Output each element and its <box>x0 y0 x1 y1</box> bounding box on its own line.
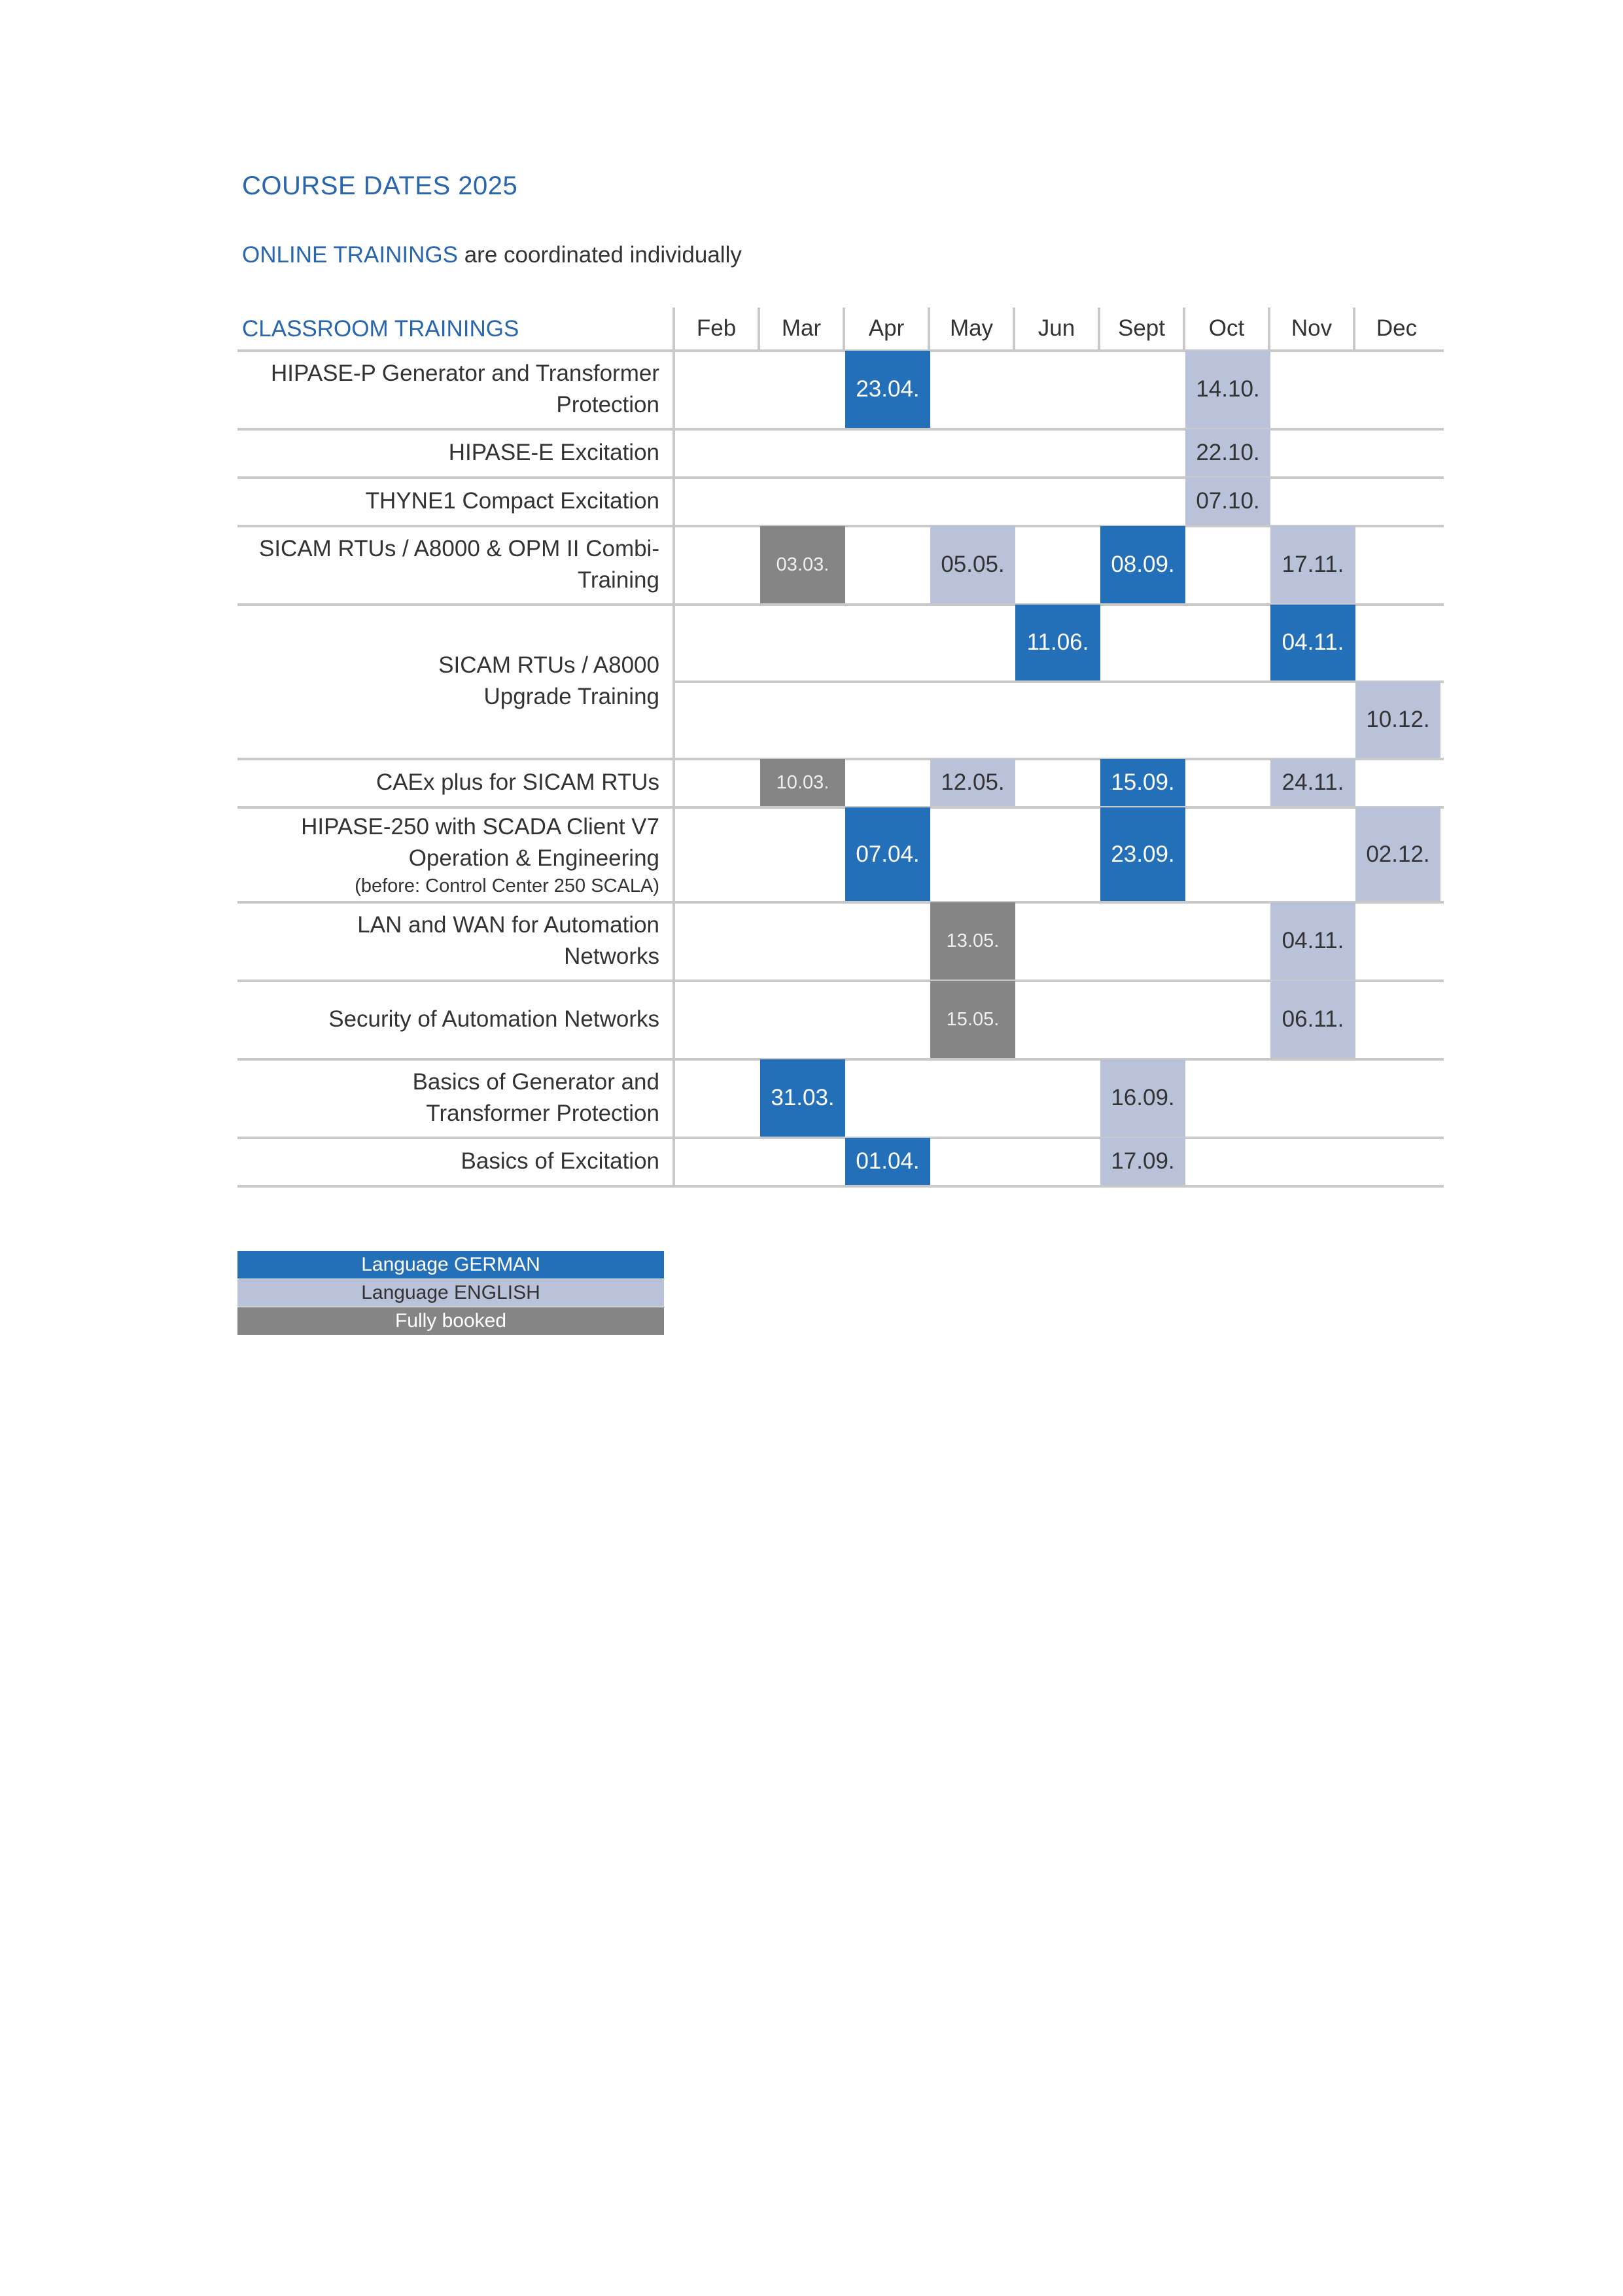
classroom-trainings-heading: CLASSROOM TRAININGS <box>242 316 519 342</box>
course-label-hipase-250 <box>237 807 659 901</box>
course-name: THYNE1 Compact Excitation <box>365 488 659 514</box>
course-label-sicam-combi <box>237 526 659 603</box>
month-header-oct: Oct <box>1183 308 1268 349</box>
course-date-cell: 14.10. <box>1185 351 1270 428</box>
legend-german-label: Language GERMAN <box>361 1254 540 1275</box>
course-name: HIPASE-250 with SCADA Client V7 Operation & Engineering <box>301 813 659 871</box>
course-label-sicam-upgrade <box>237 605 659 758</box>
course-name: LAN and WAN for Automation Networks <box>357 912 659 969</box>
legend-booked-label: Fully booked <box>394 1310 507 1332</box>
course-date-cell: 23.09. <box>1100 807 1185 901</box>
row-divider <box>672 680 1444 683</box>
course-date-cell: 11.06. <box>1015 605 1100 680</box>
month-header-nov: Nov <box>1268 308 1353 349</box>
course-date-cell: 17.11. <box>1270 526 1355 603</box>
course-name: SICAM RTUs / A8000 & OPM II Combi-Training <box>258 536 659 593</box>
course-date-cell: 10.03. <box>760 759 845 806</box>
course-date-cell: 15.09. <box>1100 759 1185 806</box>
course-date-cell: 15.05. <box>930 981 1015 1058</box>
course-date-cell: 03.03. <box>760 526 845 603</box>
course-date-cell: 07.10. <box>1185 478 1270 525</box>
course-date-cell: 22.10. <box>1185 429 1270 476</box>
month-header-may: May <box>928 308 1013 349</box>
month-header-feb: Feb <box>672 308 758 349</box>
course-date-cell: 10.12. <box>1355 682 1440 758</box>
label-column-divider <box>672 349 675 1188</box>
course-name: Security of Automation Networks <box>328 1006 659 1032</box>
course-label-hipase-e <box>237 429 659 476</box>
course-label-basics-protection <box>237 1059 659 1137</box>
legend-german <box>237 1251 664 1279</box>
course-date-cell: 13.05. <box>930 902 1015 980</box>
course-name: HIPASE-E Excitation <box>448 440 659 465</box>
course-date-cell: 08.09. <box>1100 526 1185 603</box>
course-name: CAEx plus for SICAM RTUs <box>375 769 659 795</box>
course-label-lan-wan <box>237 902 659 980</box>
course-label-caex <box>237 759 659 806</box>
course-date-cell: 31.03. <box>760 1059 845 1137</box>
course-date-cell: 12.05. <box>930 759 1015 806</box>
legend-english-label: Language ENGLISH <box>361 1282 540 1303</box>
course-note: (before: Control Center 250 SCALA) <box>355 875 659 896</box>
month-header-apr: Apr <box>843 308 928 349</box>
course-date-cell: 05.05. <box>930 526 1015 603</box>
month-header-mar: Mar <box>758 308 843 349</box>
course-date-cell: 01.04. <box>845 1138 930 1185</box>
legend-english <box>237 1279 664 1307</box>
month-header-jun: Jun <box>1013 308 1098 349</box>
online-trainings-text: are coordinated individually <box>457 242 742 268</box>
course-date-cell: 16.09. <box>1100 1059 1185 1137</box>
course-date-cell: 06.11. <box>1270 981 1355 1058</box>
month-header-dec: Dec <box>1353 308 1438 349</box>
row-divider <box>237 603 1444 606</box>
course-label-basics-excitation <box>237 1138 659 1185</box>
course-date-cell: 07.04. <box>845 807 930 901</box>
course-date-cell: 04.11. <box>1270 902 1355 980</box>
month-header-sept: Sept <box>1098 308 1183 349</box>
online-trainings-note <box>242 242 742 268</box>
course-date-cell: 04.11. <box>1270 605 1355 680</box>
course-name: HIPASE-P Generator and Transformer Protection <box>271 361 659 417</box>
course-date-cell: 17.09. <box>1100 1138 1185 1185</box>
course-date-cell: 23.04. <box>845 351 930 428</box>
course-name: Basics of Excitation <box>461 1148 659 1174</box>
course-label-thyne1 <box>237 478 659 525</box>
row-divider <box>237 1185 1444 1188</box>
row-divider <box>237 901 1444 904</box>
course-name: Basics of Generator and Transformer Protection <box>412 1069 659 1126</box>
page-title: COURSE DATES 2025 <box>242 171 518 200</box>
online-trainings-label: ONLINE TRAININGS <box>242 242 458 268</box>
legend-booked <box>237 1307 664 1335</box>
course-label-hipase-p <box>237 351 659 428</box>
course-name: SICAM RTUs / A8000 Upgrade Training <box>438 652 659 709</box>
row-divider <box>237 1137 1444 1139</box>
course-date-cell: 24.11. <box>1270 759 1355 806</box>
course-date-cell: 02.12. <box>1355 807 1440 901</box>
row-divider <box>237 806 1444 809</box>
course-label-security <box>237 981 659 1058</box>
row-divider <box>237 980 1444 982</box>
